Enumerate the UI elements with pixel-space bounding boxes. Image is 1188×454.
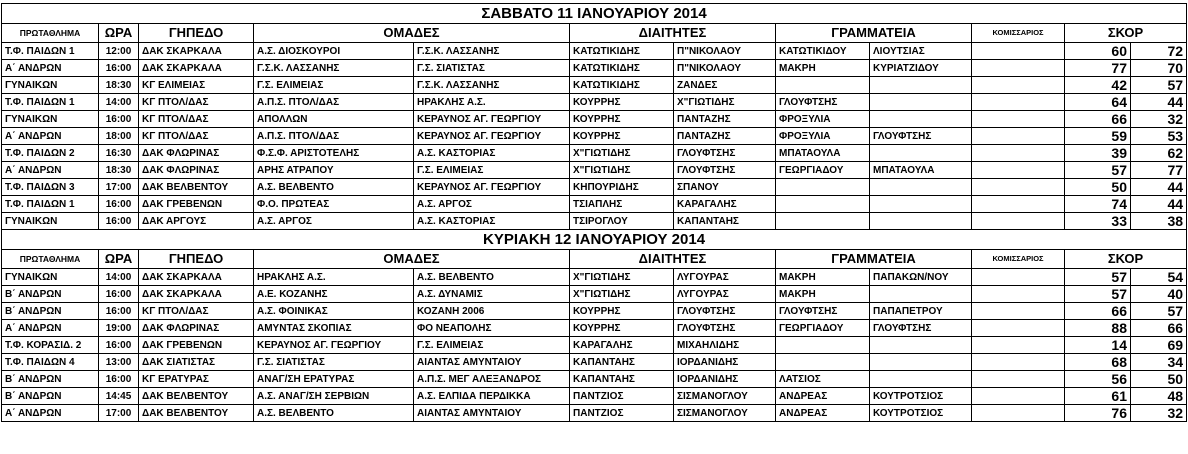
game-row bbox=[2, 162, 1187, 179]
header-venue: ΓΗΠΕΔΟ bbox=[139, 24, 254, 43]
cell-score-home: 66 bbox=[1065, 111, 1131, 128]
cell-venue: ΔΑΚ ΣΚΑΡΚΑΛΑ bbox=[139, 269, 254, 286]
cell-referee-2: ΖΑΝΔΕΣ bbox=[674, 77, 776, 94]
cell-score-away: 44 bbox=[1131, 94, 1187, 111]
cell-time: 16:00 bbox=[99, 303, 139, 320]
cell-score-home: 77 bbox=[1065, 60, 1131, 77]
schedule-sheet bbox=[1, 3, 1186, 422]
cell-score-away: 44 bbox=[1131, 196, 1187, 213]
cell-commissioner bbox=[972, 354, 1065, 371]
cell-score-away: 66 bbox=[1131, 320, 1187, 337]
header-time: ΩΡΑ bbox=[99, 24, 139, 43]
cell-venue: ΔΑΚ ΣΚΑΡΚΑΛΑ bbox=[139, 60, 254, 77]
cell-score-home: 42 bbox=[1065, 77, 1131, 94]
cell-referee-1: ΚΟΥΡΡΗΣ bbox=[570, 94, 674, 111]
cell-secretary-2 bbox=[870, 196, 972, 213]
cell-score-home: 68 bbox=[1065, 354, 1131, 371]
cell-home-team: Α.Σ. ΒΕΛΒΕΝΤΟ bbox=[254, 179, 414, 196]
cell-secretary-2 bbox=[870, 371, 972, 388]
header-secretariat: ΓΡΑΜΜΑΤΕΙΑ bbox=[776, 250, 972, 269]
cell-league: Τ.Φ. ΠΑΙΔΩΝ 3 bbox=[2, 179, 99, 196]
cell-score-away: 32 bbox=[1131, 405, 1187, 422]
cell-venue: ΚΓ ΠΤΟΛ/ΔΑΣ bbox=[139, 94, 254, 111]
game-row bbox=[2, 337, 1187, 354]
cell-home-team: Φ.Ο. ΠΡΩΤΕΑΣ bbox=[254, 196, 414, 213]
cell-referee-2: ΠΑΝΤΑΖΗΣ bbox=[674, 111, 776, 128]
cell-score-home: 60 bbox=[1065, 43, 1131, 60]
game-row bbox=[2, 269, 1187, 286]
cell-secretary-1: ΓΛΟΥΦΤΣΗΣ bbox=[776, 303, 870, 320]
cell-commissioner bbox=[972, 162, 1065, 179]
cell-referee-1: ΚΑΠΑΝΤΑΗΣ bbox=[570, 354, 674, 371]
cell-venue: ΔΑΚ ΒΕΛΒΕΝΤΟΥ bbox=[139, 388, 254, 405]
cell-away-team: ΚΕΡΑΥΝΟΣ ΑΓ. ΓΕΩΡΓΙΟΥ bbox=[414, 111, 570, 128]
cell-commissioner bbox=[972, 320, 1065, 337]
cell-score-home: 64 bbox=[1065, 94, 1131, 111]
cell-time: 19:00 bbox=[99, 320, 139, 337]
cell-time: 14:45 bbox=[99, 388, 139, 405]
cell-venue: ΚΓ ΕΛΙΜΕΙΑΣ bbox=[139, 77, 254, 94]
cell-secretary-1: ΦΡΟΞΥΛΙΑ bbox=[776, 128, 870, 145]
cell-time: 16:00 bbox=[99, 213, 139, 230]
cell-league: Β΄ ΑΝΔΡΩΝ bbox=[2, 371, 99, 388]
cell-venue: ΔΑΚ ΓΡΕΒΕΝΩΝ bbox=[139, 196, 254, 213]
cell-league: Α΄ ΑΝΔΡΩΝ bbox=[2, 60, 99, 77]
cell-secretary-2 bbox=[870, 213, 972, 230]
cell-secretary-2: ΓΛΟΥΦΤΣΗΣ bbox=[870, 128, 972, 145]
game-row bbox=[2, 213, 1187, 230]
cell-score-home: 88 bbox=[1065, 320, 1131, 337]
cell-score-home: 50 bbox=[1065, 179, 1131, 196]
cell-commissioner bbox=[972, 303, 1065, 320]
cell-time: 16:30 bbox=[99, 145, 139, 162]
cell-venue: ΔΑΚ ΣΙΑΤΙΣΤΑΣ bbox=[139, 354, 254, 371]
cell-league: ΓΥΝΑΙΚΩΝ bbox=[2, 111, 99, 128]
cell-league: Α΄ ΑΝΔΡΩΝ bbox=[2, 162, 99, 179]
header-referees: ΔΙΑΙΤΗΤΕΣ bbox=[570, 250, 776, 269]
game-row bbox=[2, 303, 1187, 320]
cell-referee-1: ΚΑΤΩΤΙΚΙΔΗΣ bbox=[570, 43, 674, 60]
cell-venue: ΔΑΚ ΣΚΑΡΚΑΛΑ bbox=[139, 286, 254, 303]
cell-time: 12:00 bbox=[99, 43, 139, 60]
cell-secretary-1: ΜΠΑΤΑΟΥΛΑ bbox=[776, 145, 870, 162]
cell-home-team: Γ.Σ. ΣΙΑΤΙΣΤΑΣ bbox=[254, 354, 414, 371]
cell-referee-2: ΙΟΡΔΑΝΙΔΗΣ bbox=[674, 371, 776, 388]
cell-home-team: Α.Π.Σ. ΠΤΟΛ/ΔΑΣ bbox=[254, 94, 414, 111]
cell-score-away: 34 bbox=[1131, 354, 1187, 371]
game-row bbox=[2, 94, 1187, 111]
cell-score-away: 40 bbox=[1131, 286, 1187, 303]
day-title-row bbox=[2, 4, 1187, 24]
game-row bbox=[2, 43, 1187, 60]
cell-venue: ΔΑΚ ΦΛΩΡΙΝΑΣ bbox=[139, 320, 254, 337]
cell-referee-2: ΓΛΟΥΦΤΣΗΣ bbox=[674, 162, 776, 179]
cell-away-team: Α.Σ. ΔΥΝΑΜΙΣ bbox=[414, 286, 570, 303]
cell-score-home: 61 bbox=[1065, 388, 1131, 405]
cell-away-team: Γ.Σ. ΣΙΑΤΙΣΤΑΣ bbox=[414, 60, 570, 77]
cell-referee-1: ΚΑΡΑΓΑΛΗΣ bbox=[570, 337, 674, 354]
cell-home-team: Γ.Σ.Κ. ΛΑΣΣΑΝΗΣ bbox=[254, 60, 414, 77]
cell-time: 18:00 bbox=[99, 128, 139, 145]
cell-away-team: Γ.Σ. ΕΛΙΜΕΙΑΣ bbox=[414, 337, 570, 354]
cell-score-home: 57 bbox=[1065, 269, 1131, 286]
cell-time: 16:00 bbox=[99, 337, 139, 354]
cell-score-home: 39 bbox=[1065, 145, 1131, 162]
cell-commissioner bbox=[972, 213, 1065, 230]
cell-referee-1: Χ"ΓΙΩΤΙΔΗΣ bbox=[570, 269, 674, 286]
cell-time: 18:30 bbox=[99, 77, 139, 94]
cell-home-team: ΑΜΥΝΤΑΣ ΣΚΟΠΙΑΣ bbox=[254, 320, 414, 337]
cell-commissioner bbox=[972, 337, 1065, 354]
cell-league: ΓΥΝΑΙΚΩΝ bbox=[2, 269, 99, 286]
cell-referee-2: ΚΑΠΑΝΤΑΗΣ bbox=[674, 213, 776, 230]
cell-time: 14:00 bbox=[99, 94, 139, 111]
cell-away-team: Α.Π.Σ. ΜΕΓ ΑΛΕΞΑΝΔΡΟΣ bbox=[414, 371, 570, 388]
cell-commissioner bbox=[972, 286, 1065, 303]
cell-commissioner bbox=[972, 43, 1065, 60]
header-teams: ΟΜΑΔΕΣ bbox=[254, 250, 570, 269]
cell-referee-1: ΤΣΙΑΠΛΗΣ bbox=[570, 196, 674, 213]
cell-referee-1: ΚΟΥΡΡΗΣ bbox=[570, 111, 674, 128]
cell-league: Β΄ ΑΝΔΡΩΝ bbox=[2, 388, 99, 405]
cell-secretary-2: ΠΑΠΑΠΕΤΡΟΥ bbox=[870, 303, 972, 320]
cell-score-home: 59 bbox=[1065, 128, 1131, 145]
cell-away-team: ΚΕΡΑΥΝΟΣ ΑΓ. ΓΕΩΡΓΙΟΥ bbox=[414, 128, 570, 145]
cell-score-home: 57 bbox=[1065, 162, 1131, 179]
cell-secretary-1: ΓΕΩΡΓΙΑΔΟΥ bbox=[776, 320, 870, 337]
cell-league: Τ.Φ. ΠΑΙΔΩΝ 2 bbox=[2, 145, 99, 162]
cell-score-away: 69 bbox=[1131, 337, 1187, 354]
cell-secretary-2 bbox=[870, 337, 972, 354]
cell-away-team: ΑΙΑΝΤΑΣ ΑΜΥΝΤΑΙΟΥ bbox=[414, 405, 570, 422]
cell-secretary-2: ΠΑΠΑΚΩΝ/ΝΟΥ bbox=[870, 269, 972, 286]
cell-league: Τ.Φ. ΚΟΡΑΣΙΔ. 2 bbox=[2, 337, 99, 354]
cell-commissioner bbox=[972, 77, 1065, 94]
cell-league: Τ.Φ. ΠΑΙΔΩΝ 1 bbox=[2, 94, 99, 111]
day-title: ΚΥΡΙΑΚΗ 12 ΙΑΝΟΥΑΡΙΟΥ 2014 bbox=[2, 230, 1187, 250]
cell-home-team: Φ.Σ.Φ. ΑΡΙΣΤΟΤΕΛΗΣ bbox=[254, 145, 414, 162]
game-row bbox=[2, 111, 1187, 128]
cell-venue: ΔΑΚ ΓΡΕΒΕΝΩΝ bbox=[139, 337, 254, 354]
cell-referee-2: ΠΑΝΤΑΖΗΣ bbox=[674, 128, 776, 145]
cell-league: Β΄ ΑΝΔΡΩΝ bbox=[2, 286, 99, 303]
header-score: ΣΚΟΡ bbox=[1065, 24, 1187, 43]
cell-referee-2: ΛΥΓΟΥΡΑΣ bbox=[674, 286, 776, 303]
cell-home-team: Α.Π.Σ. ΠΤΟΛ/ΔΑΣ bbox=[254, 128, 414, 145]
cell-secretary-2: ΓΛΟΥΦΤΣΗΣ bbox=[870, 320, 972, 337]
cell-referee-2: Χ"ΓΙΩΤΙΔΗΣ bbox=[674, 94, 776, 111]
cell-commissioner bbox=[972, 371, 1065, 388]
cell-score-away: 53 bbox=[1131, 128, 1187, 145]
cell-referee-2: ΚΑΡΑΓΑΛΗΣ bbox=[674, 196, 776, 213]
cell-score-away: 32 bbox=[1131, 111, 1187, 128]
cell-venue: ΔΑΚ ΒΕΛΒΕΝΤΟΥ bbox=[139, 179, 254, 196]
game-row bbox=[2, 286, 1187, 303]
cell-secretary-1 bbox=[776, 77, 870, 94]
header-commissioner: ΚΟΜΙΣΣΑΡΙΟΣ bbox=[972, 250, 1065, 269]
header-venue: ΓΗΠΕΔΟ bbox=[139, 250, 254, 269]
cell-time: 16:00 bbox=[99, 111, 139, 128]
cell-away-team: Γ.Σ. ΕΛΙΜΕΙΑΣ bbox=[414, 162, 570, 179]
game-row bbox=[2, 196, 1187, 213]
cell-referee-1: ΚΑΠΑΝΤΑΗΣ bbox=[570, 371, 674, 388]
cell-score-away: 57 bbox=[1131, 303, 1187, 320]
cell-secretary-1: ΜΑΚΡΗ bbox=[776, 286, 870, 303]
cell-secretary-1: ΓΕΩΡΓΙΑΔΟΥ bbox=[776, 162, 870, 179]
cell-home-team: Γ.Σ. ΕΛΙΜΕΙΑΣ bbox=[254, 77, 414, 94]
cell-home-team: Α.Σ. ΦΟΙΝΙΚΑΣ bbox=[254, 303, 414, 320]
cell-league: ΓΥΝΑΙΚΩΝ bbox=[2, 77, 99, 94]
header-championship: ΠΡΩΤΑΘΛΗΜΑ bbox=[2, 250, 99, 269]
cell-commissioner bbox=[972, 111, 1065, 128]
cell-score-home: 76 bbox=[1065, 405, 1131, 422]
game-row bbox=[2, 179, 1187, 196]
cell-league: Τ.Φ. ΠΑΙΔΩΝ 1 bbox=[2, 196, 99, 213]
cell-away-team: Α.Σ. ΚΑΣΤΟΡΙΑΣ bbox=[414, 145, 570, 162]
cell-home-team: Α.Σ. ΑΝΑΓ/ΣΗ ΣΕΡΒΙΩΝ bbox=[254, 388, 414, 405]
schedule-body bbox=[2, 4, 1187, 422]
cell-referee-1: ΚΟΥΡΡΗΣ bbox=[570, 320, 674, 337]
cell-score-away: 50 bbox=[1131, 371, 1187, 388]
cell-commissioner bbox=[972, 269, 1065, 286]
cell-secretary-1: ΛΑΤΣΙΟΣ bbox=[776, 371, 870, 388]
cell-secretary-2 bbox=[870, 94, 972, 111]
cell-venue: ΚΓ ΕΡΑΤΥΡΑΣ bbox=[139, 371, 254, 388]
cell-secretary-1: ΜΑΚΡΗ bbox=[776, 60, 870, 77]
cell-venue: ΚΓ ΠΤΟΛ/ΔΑΣ bbox=[139, 128, 254, 145]
cell-referee-1: ΤΣΙΡΟΓΛΟΥ bbox=[570, 213, 674, 230]
cell-secretary-2: ΚΟΥΤΡΟΤΣΙΟΣ bbox=[870, 388, 972, 405]
cell-referee-1: Χ"ΓΙΩΤΙΔΗΣ bbox=[570, 162, 674, 179]
cell-score-home: 57 bbox=[1065, 286, 1131, 303]
cell-time: 13:00 bbox=[99, 354, 139, 371]
cell-secretary-2 bbox=[870, 179, 972, 196]
cell-home-team: ΚΕΡΑΥΝΟΣ ΑΓ. ΓΕΩΡΓΙΟΥ bbox=[254, 337, 414, 354]
cell-league: Α΄ ΑΝΔΡΩΝ bbox=[2, 128, 99, 145]
cell-score-away: 44 bbox=[1131, 179, 1187, 196]
cell-secretary-1: ΦΡΟΞΥΛΙΑ bbox=[776, 111, 870, 128]
header-time: ΩΡΑ bbox=[99, 250, 139, 269]
cell-score-away: 38 bbox=[1131, 213, 1187, 230]
game-row bbox=[2, 320, 1187, 337]
cell-away-team: ΚΟΖΑΝΗ 2006 bbox=[414, 303, 570, 320]
cell-away-team: Α.Σ. ΒΕΛΒΕΝΤΟ bbox=[414, 269, 570, 286]
cell-referee-2: ΓΛΟΥΦΤΣΗΣ bbox=[674, 303, 776, 320]
header-score: ΣΚΟΡ bbox=[1065, 250, 1187, 269]
cell-score-home: 33 bbox=[1065, 213, 1131, 230]
game-row bbox=[2, 128, 1187, 145]
day-title-row bbox=[2, 230, 1187, 250]
cell-venue: ΔΑΚ ΑΡΓΟΥΣ bbox=[139, 213, 254, 230]
cell-venue: ΔΑΚ ΒΕΛΒΕΝΤΟΥ bbox=[139, 405, 254, 422]
cell-away-team: Α.Σ. ΚΑΣΤΟΡΙΑΣ bbox=[414, 213, 570, 230]
cell-score-away: 77 bbox=[1131, 162, 1187, 179]
cell-score-home: 66 bbox=[1065, 303, 1131, 320]
cell-secretary-2: ΛΙΟΥΤΣΙΑΣ bbox=[870, 43, 972, 60]
game-row bbox=[2, 60, 1187, 77]
header-commissioner: ΚΟΜΙΣΣΑΡΙΟΣ bbox=[972, 24, 1065, 43]
cell-league: Τ.Φ. ΠΑΙΔΩΝ 1 bbox=[2, 43, 99, 60]
cell-secretary-2: ΜΠΑΤΑΟΥΛΑ bbox=[870, 162, 972, 179]
cell-venue: ΚΓ ΠΤΟΛ/ΔΑΣ bbox=[139, 111, 254, 128]
cell-venue: ΚΓ ΠΤΟΛ/ΔΑΣ bbox=[139, 303, 254, 320]
cell-referee-1: ΚΗΠΟΥΡΙΔΗΣ bbox=[570, 179, 674, 196]
cell-score-away: 62 bbox=[1131, 145, 1187, 162]
cell-referee-2: ΙΟΡΔΑΝΙΔΗΣ bbox=[674, 354, 776, 371]
cell-score-home: 14 bbox=[1065, 337, 1131, 354]
cell-referee-1: ΚΑΤΩΤΙΚΙΔΗΣ bbox=[570, 60, 674, 77]
cell-time: 17:00 bbox=[99, 405, 139, 422]
cell-score-away: 70 bbox=[1131, 60, 1187, 77]
cell-referee-2: ΓΛΟΥΦΤΣΗΣ bbox=[674, 145, 776, 162]
cell-score-away: 48 bbox=[1131, 388, 1187, 405]
cell-away-team: ΑΙΑΝΤΑΣ ΑΜΥΝΤΑΙΟΥ bbox=[414, 354, 570, 371]
cell-referee-1: Χ"ΓΙΩΤΙΔΗΣ bbox=[570, 145, 674, 162]
cell-secretary-1: ΜΑΚΡΗ bbox=[776, 269, 870, 286]
cell-away-team: Γ.Σ.Κ. ΛΑΣΣΑΝΗΣ bbox=[414, 43, 570, 60]
cell-commissioner bbox=[972, 60, 1065, 77]
cell-venue: ΔΑΚ ΦΛΩΡΙΝΑΣ bbox=[139, 162, 254, 179]
cell-referee-2: Π"ΝΙΚΟΛΑΟΥ bbox=[674, 43, 776, 60]
cell-venue: ΔΑΚ ΣΚΑΡΚΑΛΑ bbox=[139, 43, 254, 60]
cell-secretary-2: ΚΟΥΤΡΟΤΣΙΟΣ bbox=[870, 405, 972, 422]
cell-referee-2: Π"ΝΙΚΟΛΑΟΥ bbox=[674, 60, 776, 77]
cell-away-team: ΦΟ ΝΕΑΠΟΛΗΣ bbox=[414, 320, 570, 337]
cell-score-home: 74 bbox=[1065, 196, 1131, 213]
cell-away-team: ΚΕΡΑΥΝΟΣ ΑΓ. ΓΕΩΡΓΙΟΥ bbox=[414, 179, 570, 196]
cell-home-team: ΑΝΑΓ/ΣΗ ΕΡΑΤΥΡΑΣ bbox=[254, 371, 414, 388]
cell-league: Α΄ ΑΝΔΡΩΝ bbox=[2, 320, 99, 337]
cell-time: 16:00 bbox=[99, 371, 139, 388]
cell-score-away: 54 bbox=[1131, 269, 1187, 286]
cell-commissioner bbox=[972, 388, 1065, 405]
cell-home-team: Α.Σ. ΒΕΛΒΕΝΤΟ bbox=[254, 405, 414, 422]
cell-referee-2: ΓΛΟΥΦΤΣΗΣ bbox=[674, 320, 776, 337]
cell-league: Β΄ ΑΝΔΡΩΝ bbox=[2, 303, 99, 320]
cell-away-team: Γ.Σ.Κ. ΛΑΣΣΑΝΗΣ bbox=[414, 77, 570, 94]
column-header-row bbox=[2, 24, 1187, 43]
cell-secretary-2: ΚΥΡΙΑΤΖΙΔΟΥ bbox=[870, 60, 972, 77]
game-row bbox=[2, 354, 1187, 371]
cell-referee-2: ΣΠΑΝΟΥ bbox=[674, 179, 776, 196]
cell-time: 18:30 bbox=[99, 162, 139, 179]
cell-referee-1: ΠΑΝΤΖΙΟΣ bbox=[570, 405, 674, 422]
cell-time: 16:00 bbox=[99, 196, 139, 213]
cell-referee-2: ΣΙΣΜΑΝΟΓΛΟΥ bbox=[674, 388, 776, 405]
cell-secretary-2 bbox=[870, 286, 972, 303]
cell-commissioner bbox=[972, 94, 1065, 111]
cell-commissioner bbox=[972, 128, 1065, 145]
cell-secretary-2 bbox=[870, 111, 972, 128]
cell-commissioner bbox=[972, 196, 1065, 213]
cell-home-team: ΗΡΑΚΛΗΣ Α.Σ. bbox=[254, 269, 414, 286]
cell-secretary-1 bbox=[776, 337, 870, 354]
cell-referee-1: ΚΑΤΩΤΙΚΙΔΗΣ bbox=[570, 77, 674, 94]
header-referees: ΔΙΑΙΤΗΤΕΣ bbox=[570, 24, 776, 43]
schedule-table bbox=[1, 3, 1187, 422]
cell-league: Α΄ ΑΝΔΡΩΝ bbox=[2, 405, 99, 422]
cell-home-team: Α.Σ. ΔΙΟΣΚΟΥΡΟΙ bbox=[254, 43, 414, 60]
cell-secretary-1: ΑΝΔΡΕΑΣ bbox=[776, 388, 870, 405]
cell-secretary-2 bbox=[870, 354, 972, 371]
cell-home-team: ΑΡΗΣ ΑΤΡΑΠΟΥ bbox=[254, 162, 414, 179]
cell-time: 17:00 bbox=[99, 179, 139, 196]
cell-league: Τ.Φ. ΠΑΙΔΩΝ 4 bbox=[2, 354, 99, 371]
cell-referee-1: Χ"ΓΙΩΤΙΔΗΣ bbox=[570, 286, 674, 303]
cell-secretary-1: ΚΑΤΩΤΙΚΙΔΟΥ bbox=[776, 43, 870, 60]
cell-secretary-1 bbox=[776, 354, 870, 371]
cell-away-team: ΗΡΑΚΛΗΣ Α.Σ. bbox=[414, 94, 570, 111]
game-row bbox=[2, 145, 1187, 162]
game-row bbox=[2, 77, 1187, 94]
cell-time: 16:00 bbox=[99, 60, 139, 77]
cell-secretary-2 bbox=[870, 145, 972, 162]
cell-referee-1: ΠΑΝΤΖΙΟΣ bbox=[570, 388, 674, 405]
cell-referee-2: ΣΙΣΜΑΝΟΓΛΟΥ bbox=[674, 405, 776, 422]
cell-score-away: 57 bbox=[1131, 77, 1187, 94]
cell-referee-1: ΚΟΥΡΡΗΣ bbox=[570, 128, 674, 145]
cell-commissioner bbox=[972, 405, 1065, 422]
cell-home-team: Α.Ε. ΚΟΖΑΝΗΣ bbox=[254, 286, 414, 303]
cell-away-team: Α.Σ. ΕΛΠΙΔΑ ΠΕΡΔΙΚΚΑ bbox=[414, 388, 570, 405]
cell-referee-2: ΜΙΧΑΗΛΙΔΗΣ bbox=[674, 337, 776, 354]
cell-score-home: 56 bbox=[1065, 371, 1131, 388]
day-title: ΣΑΒΒΑΤΟ 11 ΙΑΝΟΥΑΡΙΟΥ 2014 bbox=[2, 4, 1187, 24]
cell-home-team: Α.Σ. ΑΡΓΟΣ bbox=[254, 213, 414, 230]
column-header-row bbox=[2, 250, 1187, 269]
cell-home-team: ΑΠΟΛΛΩΝ bbox=[254, 111, 414, 128]
cell-secretary-1 bbox=[776, 179, 870, 196]
cell-commissioner bbox=[972, 145, 1065, 162]
game-row bbox=[2, 405, 1187, 422]
cell-referee-1: ΚΟΥΡΡΗΣ bbox=[570, 303, 674, 320]
game-row bbox=[2, 388, 1187, 405]
game-row bbox=[2, 371, 1187, 388]
cell-referee-2: ΛΥΓΟΥΡΑΣ bbox=[674, 269, 776, 286]
cell-away-team: Α.Σ. ΑΡΓΟΣ bbox=[414, 196, 570, 213]
cell-venue: ΔΑΚ ΦΛΩΡΙΝΑΣ bbox=[139, 145, 254, 162]
cell-secretary-1: ΑΝΔΡΕΑΣ bbox=[776, 405, 870, 422]
cell-time: 16:00 bbox=[99, 286, 139, 303]
cell-secretary-2 bbox=[870, 77, 972, 94]
cell-secretary-1: ΓΛΟΥΦΤΣΗΣ bbox=[776, 94, 870, 111]
cell-secretary-1 bbox=[776, 213, 870, 230]
cell-score-away: 72 bbox=[1131, 43, 1187, 60]
header-teams: ΟΜΑΔΕΣ bbox=[254, 24, 570, 43]
cell-secretary-1 bbox=[776, 196, 870, 213]
header-championship: ΠΡΩΤΑΘΛΗΜΑ bbox=[2, 24, 99, 43]
cell-commissioner bbox=[972, 179, 1065, 196]
cell-league: ΓΥΝΑΙΚΩΝ bbox=[2, 213, 99, 230]
cell-time: 14:00 bbox=[99, 269, 139, 286]
header-secretariat: ΓΡΑΜΜΑΤΕΙΑ bbox=[776, 24, 972, 43]
